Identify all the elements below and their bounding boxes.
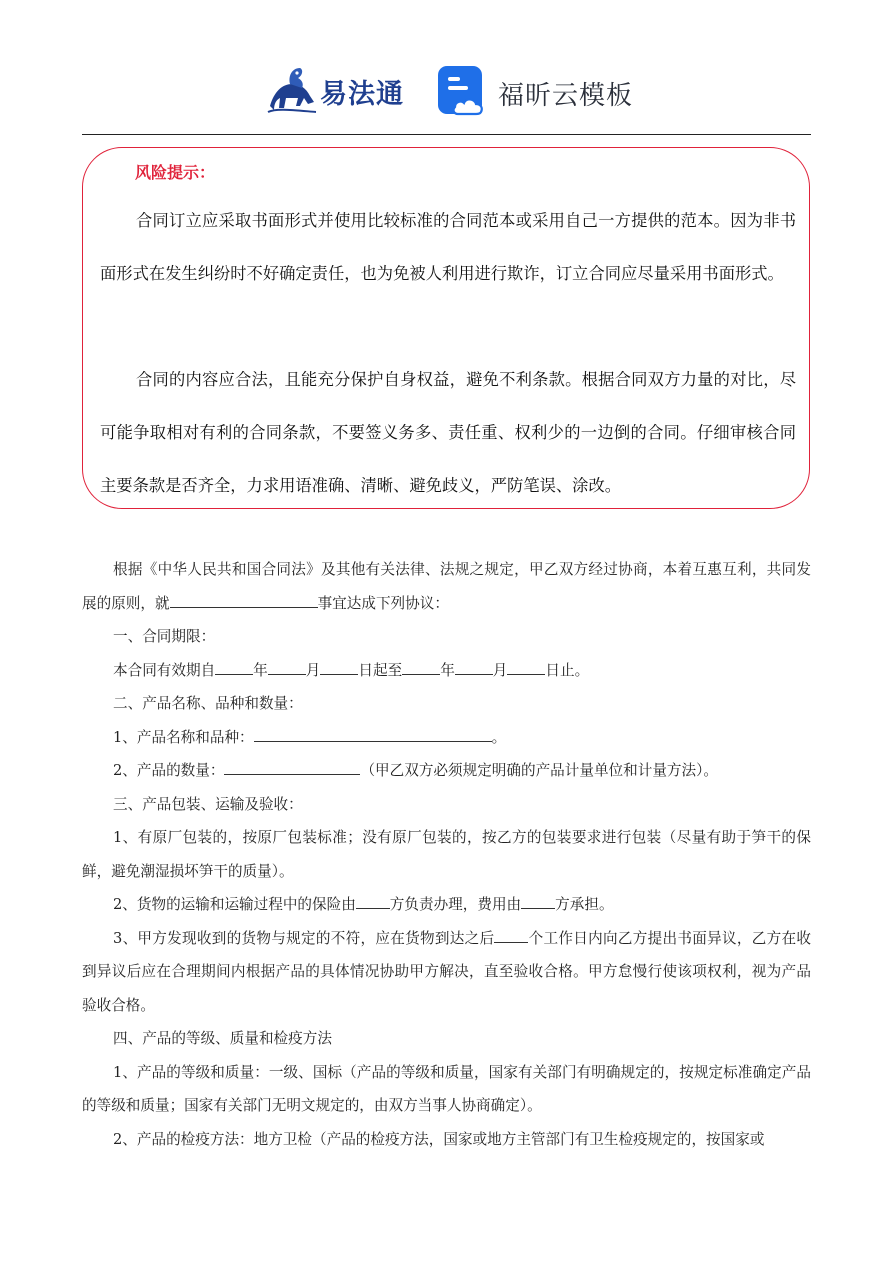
foxit-template-logo bbox=[436, 64, 636, 120]
document-cloud-icon bbox=[436, 64, 488, 118]
contract-period-line: 本合同有效期自 年 月 日起至 年 月 日止。 bbox=[113, 661, 590, 679]
inspection-clause: 3、甲方发现收到的货物与规定的不符，应在货物到达之后 个工作日内向乙方提出书面异议，乙方在收到异议后应在合理期间内根据产品的具体情况协助甲方解决，直至验收合格。甲方怠慢行使该项权利，视为产品验收合格。 bbox=[82, 929, 811, 1014]
product-name-blank[interactable] bbox=[254, 727, 492, 742]
yifatong-logo-text: 易法通 bbox=[320, 79, 404, 110]
section-1-title: 一、合同期限： bbox=[113, 628, 216, 645]
risk-paragraph-written-form: 合同订立应采取书面形式并使用比较标准的合同范本或采用自己一方提供的范本。因为非书面形式在发生纠纷时不好确定责任，也为免被人利用进行欺诈，订立合同应尽量采用书面形式。 bbox=[100, 211, 796, 283]
matter-blank[interactable] bbox=[170, 593, 318, 608]
insurance-party-blank[interactable] bbox=[356, 894, 390, 909]
end-month-blank[interactable] bbox=[455, 660, 493, 675]
start-year-blank[interactable] bbox=[215, 660, 253, 675]
start-month-blank[interactable] bbox=[268, 660, 306, 675]
end-day-blank[interactable] bbox=[507, 660, 545, 675]
packaging-clause: 1、有原厂包装的，按原厂包装标准；没有原厂包装的，按乙方的包装要求进行包装（尽量有助于笋干的保鲜，避免潮湿损坏笋干的质量）。 bbox=[82, 829, 811, 880]
risk-paragraph-legal-content: 合同的内容应合法，且能充分保护自身权益，避免不利条款。根据合同双方力量的对比，尽可能争取相对有利的合同条款，不要签义务多、责任重、权利少的一边倒的合同。仔细审核合同主要条款是否齐全，力求用语准确、清晰、避免歧义，严防笔误、涂改。 bbox=[100, 370, 796, 495]
start-day-blank[interactable] bbox=[320, 660, 358, 675]
section-2-title: 二、产品名称、品种和数量： bbox=[113, 695, 303, 712]
cost-party-blank[interactable] bbox=[521, 894, 555, 909]
yifatong-logo bbox=[262, 62, 412, 122]
workdays-blank[interactable] bbox=[494, 928, 528, 943]
section-3-title: 三、产品包装、运输及验收： bbox=[113, 795, 303, 813]
qilin-mascot-icon bbox=[262, 62, 322, 122]
end-year-blank[interactable] bbox=[402, 660, 440, 675]
page-header bbox=[0, 58, 893, 126]
quarantine-clause: 2、产品的检疫方法：地方卫检（产品的检疫方法，国家或地方主管部门有卫生检疫规定的，按国家或 bbox=[113, 1130, 765, 1148]
contract-intro: 根据《中华人民共和国合同法》及其他有关法律、法规之规定，甲乙双方经过协商，本着互惠互利，共同发展的原则，就 事宜达成下列协议： bbox=[82, 561, 811, 612]
product-name-line: 1、产品名称和品种： 。 bbox=[113, 728, 507, 746]
product-quantity-line: 2、产品的数量： （甲乙双方必须规定明确的产品计量单位和计量方法）。 bbox=[113, 762, 718, 779]
transport-clause: 2、货物的运输和运输过程中的保险由 方负责办理，费用由 方承担。 bbox=[113, 896, 614, 913]
risk-warning-box bbox=[82, 147, 810, 509]
section-4-title: 四、产品的等级、质量和检疫方法 bbox=[113, 1030, 332, 1047]
product-quantity-blank[interactable] bbox=[224, 760, 360, 775]
contract-body bbox=[82, 553, 811, 1156]
foxit-template-logo-text: 福昕云模板 bbox=[498, 81, 634, 111]
grade-quality-clause: 1、产品的等级和质量：一级、国标（产品的等级和质量，国家有关部门有明确规定的，按规定标准确定产品的等级和质量；国家有关部门无明文规定的，由双方当事人协商确定）。 bbox=[82, 1063, 811, 1114]
risk-warning-title: 风险提示： bbox=[135, 163, 216, 182]
header-divider bbox=[82, 134, 811, 135]
